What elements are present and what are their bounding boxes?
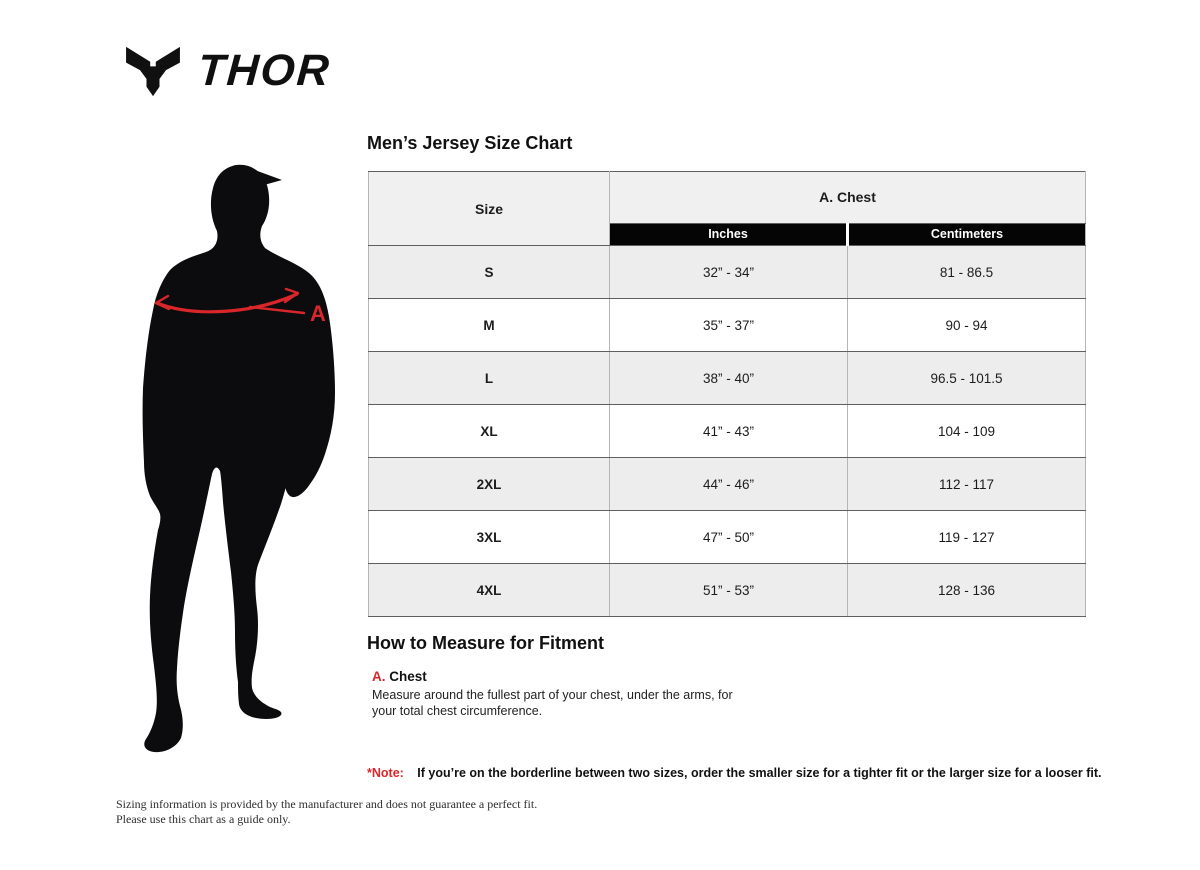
inches-value: 41” - 43”: [610, 405, 848, 458]
size-row-m: [369, 299, 1086, 352]
size-rows: [369, 246, 1086, 617]
size-row-xl: [369, 405, 1086, 458]
size-label: S: [369, 246, 610, 299]
disclaimer: [116, 797, 537, 827]
column-header-chest: A. Chest: [610, 172, 1086, 224]
brand-logo: [122, 45, 331, 97]
size-row-s: [369, 246, 1086, 299]
centimeters-value: 90 - 94: [848, 299, 1086, 352]
column-header-inches: Inches: [610, 223, 848, 245]
size-label: L: [369, 352, 610, 405]
chest-label-a: A: [310, 301, 326, 326]
measure-item-chest: [372, 669, 752, 719]
size-row-3xl: [369, 511, 1086, 564]
centimeters-value: 81 - 86.5: [848, 246, 1086, 299]
brand-name: THOR: [196, 46, 333, 95]
note-text: If you’re on the borderline between two sizes, order the smaller size for a tighter fit or the larger size for a looser fit.: [417, 766, 1102, 780]
inches-value: 44” - 46”: [610, 458, 848, 511]
centimeters-value: 119 - 127: [848, 511, 1086, 564]
centimeters-value: 104 - 109: [848, 405, 1086, 458]
man-silhouette: [140, 162, 370, 762]
note-label: *Note:: [367, 766, 404, 780]
measurement-figure: [140, 162, 370, 762]
size-chart-table: [368, 171, 1086, 617]
size-row-4xl: [369, 564, 1086, 617]
measure-item-description: Measure around the fullest part of your chest, under the arms, for your total chest circumference.: [372, 688, 733, 718]
size-chart-title: Men’s Jersey Size Chart: [367, 133, 573, 153]
disclaimer-line2: Please use this chart as a guide only.: [116, 812, 291, 826]
size-label: XL: [369, 405, 610, 458]
inches-value: 32” - 34”: [610, 246, 848, 299]
measure-item-name: Chest: [389, 669, 427, 684]
measure-item-key: A.: [372, 669, 386, 684]
sizing-note: [367, 766, 1101, 780]
inches-value: 38” - 40”: [610, 352, 848, 405]
size-row-2xl: [369, 458, 1086, 511]
disclaimer-line1: Sizing information is provided by the manufacturer and does not guarantee a perfect fit.: [116, 797, 538, 811]
inches-value: 51” - 53”: [610, 564, 848, 617]
size-row-l: [369, 352, 1086, 405]
size-label: 4XL: [369, 564, 610, 617]
column-header-size: Size: [369, 172, 610, 246]
how-to-measure-title: How to Measure for Fitment: [367, 633, 605, 653]
size-label: M: [369, 299, 610, 352]
measure-item-heading: [372, 669, 752, 684]
size-label: 2XL: [369, 458, 610, 511]
inches-value: 47” - 50”: [610, 511, 848, 564]
size-chart-table-wrap: [368, 171, 1086, 617]
size-label: 3XL: [369, 511, 610, 564]
centimeters-value: 96.5 - 101.5: [848, 352, 1086, 405]
centimeters-value: 112 - 117: [848, 458, 1086, 511]
column-header-centimeters: Centimeters: [848, 223, 1086, 245]
inches-value: 35” - 37”: [610, 299, 848, 352]
centimeters-value: 128 - 136: [848, 564, 1086, 617]
thor-horns-icon: [122, 45, 184, 97]
